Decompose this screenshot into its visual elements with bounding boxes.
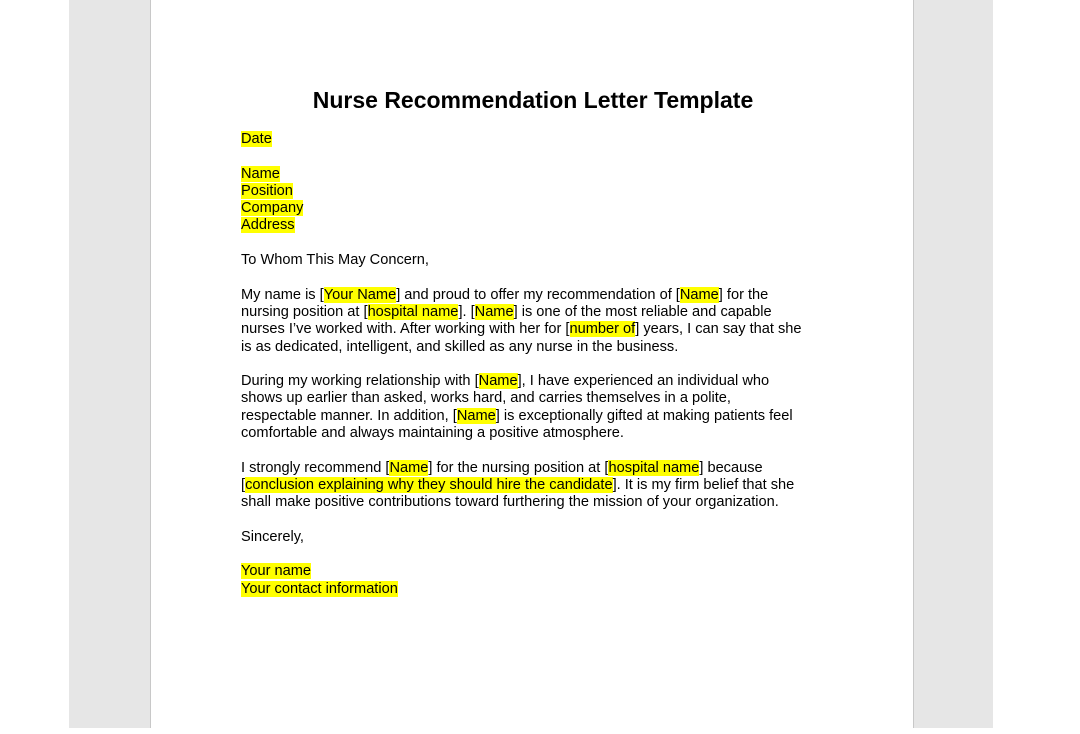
- letter-body: [241, 131, 831, 598]
- date-line: [241, 131, 831, 148]
- document-title: Nurse Recommendation Letter Template: [312, 87, 754, 113]
- paragraph3-line3: [241, 494, 831, 511]
- spacer: [241, 235, 831, 252]
- text-run: ]. [: [458, 303, 475, 320]
- text-run: I strongly recommend [: [241, 459, 390, 476]
- text-run: respectable manner. In addition, [: [241, 407, 457, 424]
- spacer: [241, 512, 831, 529]
- text-run: comfortable and always maintaining a positive atmosphere.: [241, 425, 624, 442]
- closing: Sincerely,: [241, 528, 304, 545]
- paragraph2-line2: [241, 390, 831, 407]
- highlight-hospital-name: hospital name: [608, 459, 700, 476]
- paragraph2-line1: [241, 373, 831, 390]
- highlight-name: Name: [474, 303, 514, 320]
- highlight-conclusion: conclusion explaining why they should hire the candidate: [245, 476, 613, 493]
- recipient-name-line: [241, 166, 831, 183]
- text-run: ] is exceptionally gifted at making patients feel: [495, 407, 793, 424]
- text-run: is as dedicated, intelligent, and skilled as any nurse in the business.: [241, 338, 679, 355]
- highlight-hospital-name: hospital name: [367, 303, 459, 320]
- recipient-company-line: [241, 200, 831, 217]
- text-run: ] for the nursing position at [: [428, 459, 609, 476]
- date-placeholder: Date: [241, 131, 272, 147]
- spacer: [241, 148, 831, 165]
- paragraph3-line1: [241, 460, 831, 477]
- highlight-name: Name: [389, 459, 429, 476]
- text-run: ] for the: [718, 286, 769, 303]
- signature-name-placeholder: Your name: [241, 563, 312, 580]
- text-run: shows up earlier than asked, works hard, and carries themselves in a polite,: [241, 390, 731, 407]
- signature-name-line: [241, 563, 831, 580]
- spacer: [241, 269, 831, 286]
- recipient-address-line: [241, 217, 831, 234]
- highlight-name: Name: [478, 373, 518, 390]
- text-run: ]. It is my firm belief that she: [612, 476, 795, 493]
- salutation: To Whom This May Concern,: [241, 252, 429, 269]
- spacer: [241, 356, 831, 373]
- paragraph1-line3: [241, 321, 831, 338]
- signature-contact-line: [241, 581, 831, 598]
- recipient-position-placeholder: Position: [241, 182, 293, 199]
- text-run: ] years, I can say that she: [635, 321, 802, 338]
- document-page[interactable]: [150, 0, 914, 728]
- paragraph1-line4: [241, 339, 831, 356]
- text-run: ] and proud to offer my recommendation of [: [396, 286, 680, 303]
- text-run: During my working relationship with [: [241, 373, 479, 390]
- highlight-your-name: Your Name: [323, 286, 397, 303]
- paragraph1-line2: [241, 304, 831, 321]
- highlight-name: Name: [456, 407, 496, 424]
- text-run: shall make positive contributions toward furthering the mission of your organization.: [241, 494, 779, 511]
- text-run: ] because: [699, 459, 763, 476]
- highlight-number-of: number of: [569, 321, 636, 338]
- highlight-name: Name: [679, 286, 719, 303]
- text-run: ], I have experienced an individual who: [517, 373, 770, 390]
- recipient-company-placeholder: Company: [241, 200, 304, 217]
- spacer: [241, 442, 831, 459]
- text-run: ] is one of the most reliable and capable: [513, 303, 772, 320]
- text-run: nurses I’ve worked with. After working with her for [: [241, 321, 570, 338]
- recipient-position-line: [241, 183, 831, 200]
- recipient-address-placeholder: Address: [241, 217, 295, 234]
- paragraph2-line4: [241, 425, 831, 442]
- paragraph3-line2: [241, 477, 831, 494]
- recipient-name-placeholder: Name: [241, 165, 280, 182]
- signature-contact-placeholder: Your contact information: [241, 580, 398, 597]
- paragraph1-line1: [241, 287, 831, 304]
- spacer: [241, 546, 831, 563]
- paragraph2-line3: [241, 408, 831, 425]
- text-run: [: [241, 476, 246, 493]
- text-run: My name is [: [241, 286, 324, 303]
- text-run: nursing position at [: [241, 303, 368, 320]
